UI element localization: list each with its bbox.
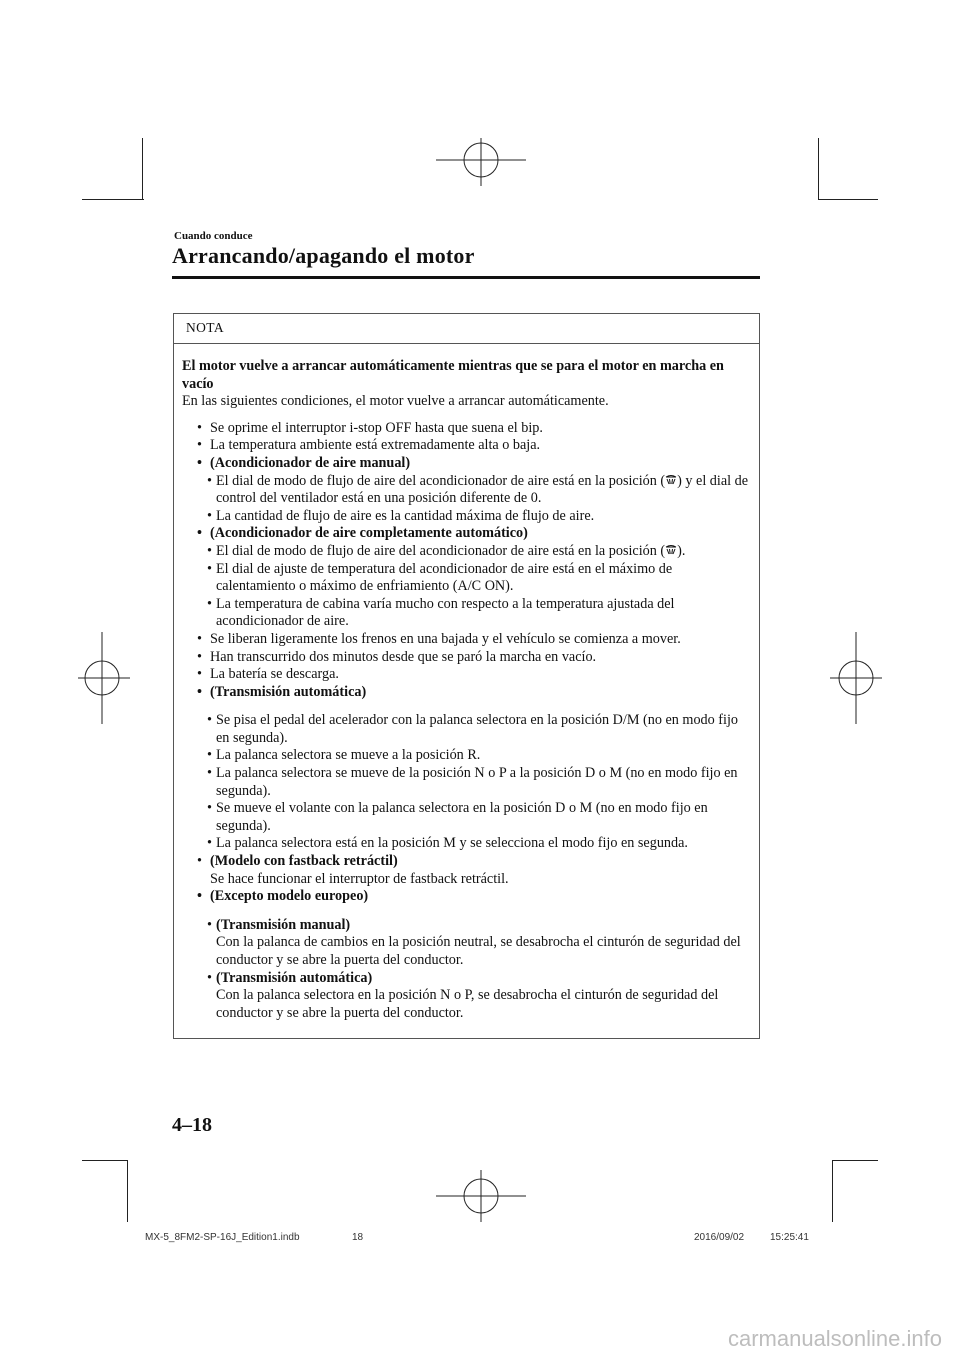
watermark: carmanualsonline.info xyxy=(727,1326,942,1351)
footer-file: MX-5_8FM2-SP-16J_Edition1.indb xyxy=(145,1232,300,1243)
list-item-non-eu: • (Excepto modelo europeo) xyxy=(197,888,369,905)
sub-list-item: • La temperatura de cabina varía mucho con respecto a la temperatura ajustada del acondicionador de aire. xyxy=(207,595,675,630)
registration-mark-right xyxy=(830,632,882,724)
list-item: • La temperatura ambiente está extremadamente alta o baja. xyxy=(197,437,541,454)
bullet: • xyxy=(197,525,202,542)
bullet: • xyxy=(207,542,212,559)
list-item: • Se liberan ligeramente los frenos en una bajada y el vehículo se comienza a mover. xyxy=(197,630,681,647)
list-item-auto-trans: • (Transmisión automática) xyxy=(197,683,367,700)
list-item-manual-ac: • (Acondicionador de aire manual) xyxy=(197,454,411,471)
sub-list-item: • Se pisa el pedal del acelerador con la palanca selectora en la posición D/M (no en modo fijo en segunda). xyxy=(207,712,738,746)
sub-list-item: • (Transmisión manual) Con la palanca de cambios en la posición neutral, se desabrocha el cinturón de seguridad del conductor y se abre la puerta del conductor. xyxy=(207,916,741,968)
page-title: Arrancando/apagando el motor xyxy=(172,243,475,268)
note-heading: El motor vuelve a arrancar automáticamente mientras que se para el motor en marcha en vacío xyxy=(182,358,724,392)
footer-time: 15:25:41 xyxy=(770,1232,809,1243)
section-label: Cuando conduce xyxy=(174,230,253,242)
note-intro: En las siguientes condiciones, el motor vuelve a arrancar automáticamente. xyxy=(182,393,609,410)
bullet: • xyxy=(197,666,202,683)
bullet: • xyxy=(197,437,202,454)
sub-list-item: • La palanca selectora se mueve a la posición R. xyxy=(207,747,481,764)
registration-mark-top xyxy=(436,138,526,186)
list-item-auto-ac: • (Acondicionador de aire completamente automático) xyxy=(197,525,528,542)
sub-list-item: • (Transmisión automática) Con la palanca selectora en la posición N o P, se desabrocha el cinturón de seguridad del conductor y se abre la puerta del conductor. xyxy=(207,969,719,1021)
registration-mark-left xyxy=(78,632,130,724)
bullet: • xyxy=(197,648,202,665)
sub-list-item: • La palanca selectora está en la posición M y se selecciona el modo fijo en segunda. xyxy=(207,835,688,852)
sub-list-item: • El dial de modo de flujo de aire del acondicionador de aire está en la posición ( ). xyxy=(207,542,686,559)
bullet: • xyxy=(207,916,212,933)
bullet: • xyxy=(197,419,202,436)
bullet: • xyxy=(197,888,202,905)
list-item: • Han transcurrido dos minutos desde que se paró la marcha en vacío. xyxy=(197,648,597,665)
note-body xyxy=(182,358,754,1022)
list-item-fastback: • (Modelo con fastback retráctil) Se hace funcionar el interruptor de fastback retráctil. xyxy=(197,853,509,887)
bullet: • xyxy=(207,765,212,782)
note-box xyxy=(173,313,760,1039)
bullet: • xyxy=(207,835,212,852)
bullet: • xyxy=(197,454,202,471)
bullet: • xyxy=(197,630,202,647)
defroster-icon xyxy=(665,474,677,486)
bullet: • xyxy=(207,969,212,986)
bullet: • xyxy=(207,712,212,729)
sub-list-item: • La palanca selectora se mueve de la posición N o P a la posición D o M (no en modo fijo en segunda). xyxy=(207,765,738,799)
bullet: • xyxy=(207,595,212,612)
sub-list-item: • El dial de ajuste de temperatura del acondicionador de aire está en el máximo de calentamiento o máximo de enfriamiento (A/C ON). xyxy=(207,560,673,595)
list-item: • La batería se descarga. xyxy=(197,666,339,683)
bullet: • xyxy=(207,800,212,817)
sub-list-item: • El dial de modo de flujo de aire del acondicionador de aire está en la posición ( ) y el dial de control del ventilador está en una posición diferente de 0. xyxy=(207,472,749,507)
bullet: • xyxy=(207,560,212,577)
registration-mark-bottom xyxy=(436,1170,526,1222)
title-rule xyxy=(172,276,760,279)
sub-list-item: • La cantidad de flujo de aire es la cantidad máxima de flujo de aire. xyxy=(207,507,595,524)
bullet: • xyxy=(197,853,202,870)
bullet: • xyxy=(207,747,212,764)
footer-page: 18 xyxy=(352,1232,364,1243)
bullet: • xyxy=(207,472,212,489)
bullet: • xyxy=(197,683,202,700)
note-header xyxy=(174,314,759,344)
bullet: • xyxy=(207,507,212,524)
page-number: 4–18 xyxy=(172,1114,212,1136)
list-item: • Se oprime el interruptor i-stop OFF hasta que suena el bip. xyxy=(197,419,543,436)
footer-date: 2016/09/02 xyxy=(694,1232,745,1243)
sub-list-item: • Se mueve el volante con la palanca selectora en la posición D o M (no en modo fijo en segunda). xyxy=(207,800,708,834)
defroster-icon xyxy=(665,544,677,556)
fastback-description: Se hace funcionar el interruptor de fastback retráctil. xyxy=(210,870,509,887)
note-label: NOTA xyxy=(186,320,225,335)
